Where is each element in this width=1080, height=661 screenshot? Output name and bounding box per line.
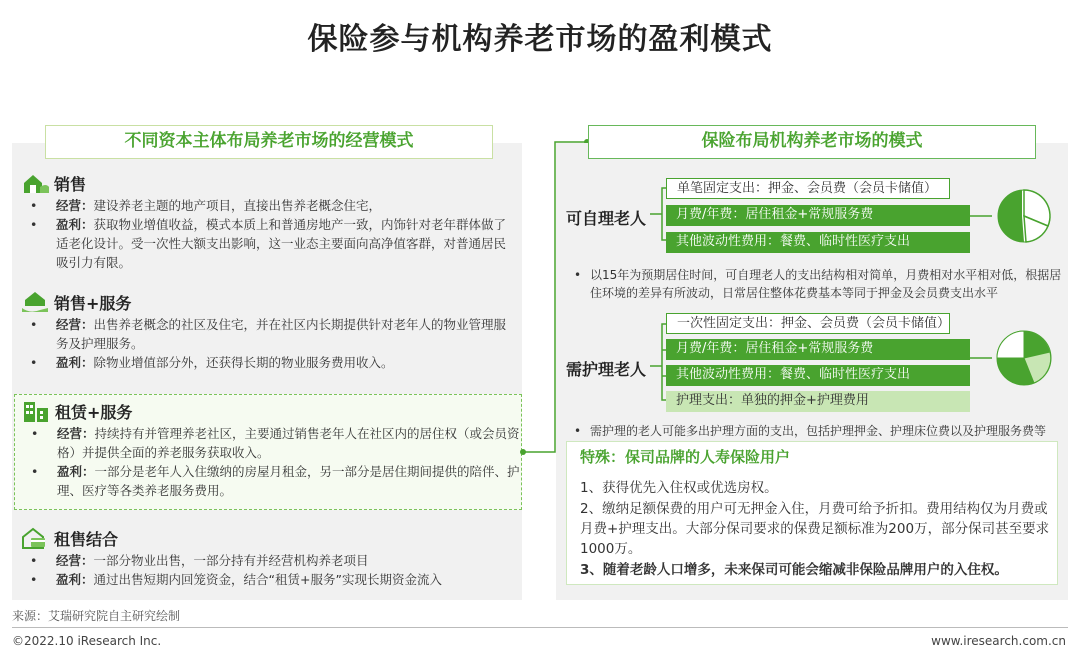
right-panel-header: 保险布局机构养老市场的模式 — [588, 125, 1036, 159]
page-title: 保险参与机构养老市场的盈利模式 — [307, 22, 773, 57]
bullet-profit: • 盈利：除物业增值部分外，还获得长期的物业服务费用收入。 — [30, 355, 394, 370]
nursing-item: 月费/年费：居住租金+常规服务费 — [666, 339, 970, 360]
self-care-item: 单笔固定支出：押金、会员费（会员卡储值） — [666, 178, 950, 199]
section-sales-service — [20, 289, 515, 372]
section-lease-service — [14, 394, 522, 510]
special-item: 2、缴纳足额保费的用户可无押金入住，月费可给予折扣。费用结构仅为月费或月费+护理支出。大部分保司要求的保费足额标准为200万，部分保司甚至要求1000万。 — [580, 501, 1050, 557]
self-care-label: 可自理老人 — [566, 209, 647, 228]
house-hand-icon — [20, 170, 54, 196]
nursing-item: 一次性固定支出：押金、会员费（会员卡储值） — [666, 313, 950, 334]
nursing-label: 需护理老人 — [566, 360, 647, 379]
section-title: 销售+服务 — [54, 293, 132, 313]
special-title: 特殊：保司品牌的人寿保险用户 — [580, 448, 791, 466]
nursing-pie — [968, 320, 1058, 396]
bullet-profit: • 盈利：通过出售短期内回笼资金，结合“租赁+服务”实现长期资金流入 — [30, 572, 442, 587]
left-panel-header: 不同资本主体布局养老市场的经营模式 — [45, 125, 493, 159]
buildings-icon — [21, 398, 55, 424]
copyright: ©2022.10 iResearch Inc. — [12, 634, 162, 648]
section-title: 租赁+服务 — [55, 402, 133, 422]
nursing-note: • 需护理的老人可能多出护理方面的支出，包括护理押金、护理床位费以及护理服务费等 — [574, 424, 1047, 438]
bullet-profit: • 盈利：获取物业增值收益，模式本质上和普通房地产一致，内饰针对老年群体做了适老化设计。受一次性大额支出影响，这一业态主要面向高净值客群，对普通居民吸引力有限。 — [30, 217, 507, 270]
special-item: 3、随着老龄人口增多，未来保司可能会缩减非保险品牌用户的入住权。 — [580, 562, 1008, 578]
self-care-item: 其他波动性费用：餐费、临时性医疗支出 — [666, 232, 970, 253]
bullet-operation: • 经营：持续持有并管理养老社区，主要通过销售老年人在社区内的居住权（或会员资格）并提供全面的养老服务获取收入。 — [31, 426, 520, 460]
bullet-profit: • 盈利：一部分是老年人入住缴纳的房屋月租金，另一部分是居住期间提供的陪伴、护理、医疗等各类养老服务费用。 — [31, 464, 520, 498]
website-url: www.iresearch.com.cn — [931, 634, 1066, 648]
special-item: 1、获得优先入住权或优选房权。 — [580, 480, 778, 496]
bullet-operation: • 经营：一部分物业出售，一部分持有并经营机构养老项目 — [30, 553, 369, 568]
self-care-note: • 以15年为预期居住时间，可自理老人的支出结构相对简单，月费相对水平相对低，根据居住环境的差异有所波动，日常居住整体花费基本等同于押金及会员费支出水平 — [574, 268, 1062, 300]
section-title: 销售 — [54, 174, 87, 194]
nursing-item: 护理支出：单独的押金+护理费用 — [666, 391, 970, 412]
nursing-item: 其他波动性费用：餐费、临时性医疗支出 — [666, 365, 970, 386]
self-care-pie — [968, 180, 1058, 252]
section-sales — [20, 170, 515, 272]
bullet-operation: • 经营：出售养老概念的社区及住宅，并在社区内长期提供针对老年人的物业管理服务及护理服务。 — [30, 317, 507, 351]
section-title: 租售结合 — [54, 529, 119, 549]
house-care-icon — [20, 289, 54, 315]
footer-divider — [12, 627, 1068, 628]
house-card-icon — [20, 525, 54, 551]
self-care-item: 月费/年费：居住租金+常规服务费 — [666, 205, 970, 226]
section-lease-sale — [20, 525, 515, 589]
bullet-operation: • 经营：建设养老主题的地产项目，直接出售养老概念住宅， — [30, 198, 382, 213]
source-note: 来源：艾瑞研究院自主研究绘制 — [12, 609, 181, 623]
